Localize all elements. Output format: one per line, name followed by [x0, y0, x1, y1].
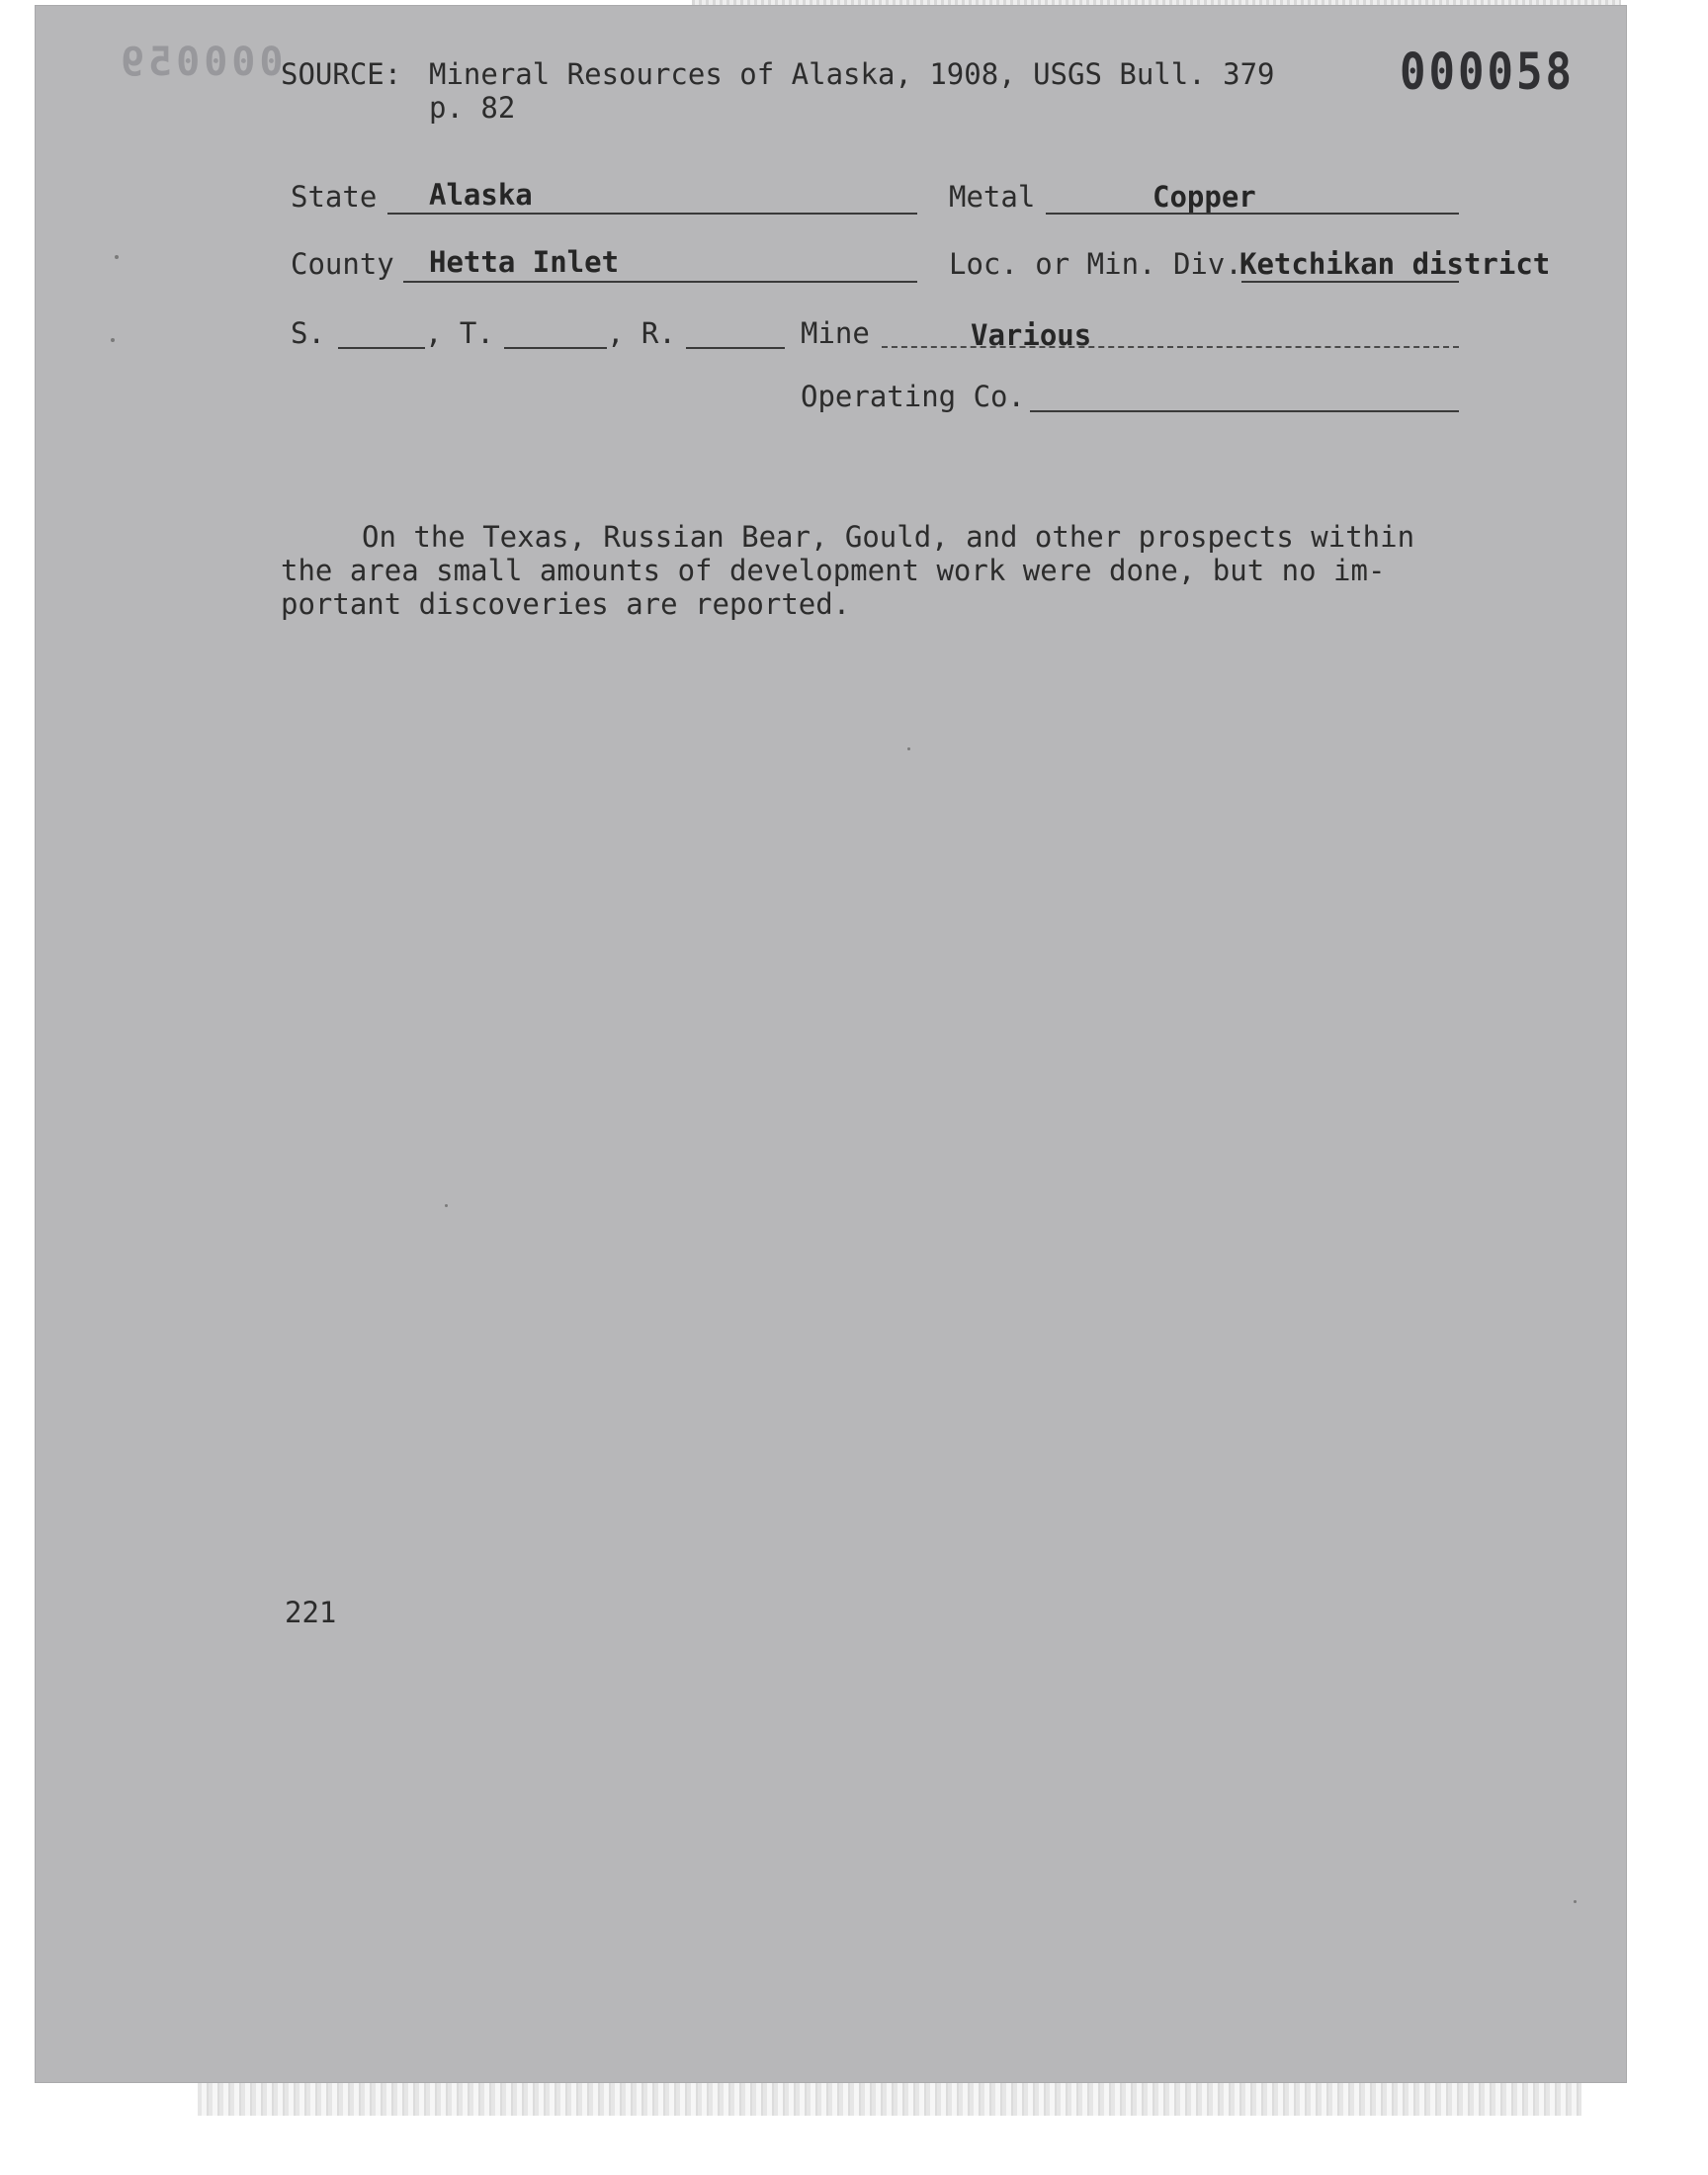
scan-speck: [115, 255, 119, 259]
metal-label: Metal: [949, 180, 1036, 214]
state-value: Alaska: [429, 178, 533, 212]
page-number: 221: [285, 1596, 337, 1629]
operating-company-field-rule: [1030, 410, 1459, 412]
document-number: 000058: [1400, 44, 1575, 102]
range-label: , R.: [607, 316, 676, 350]
location-field-rule: [1241, 281, 1459, 283]
scan-speck: [445, 1204, 448, 1207]
body-line-2: the area small amounts of development work were done, but no im-: [281, 554, 1386, 587]
source-label: SOURCE:: [281, 57, 402, 91]
section-label: S.: [291, 316, 325, 350]
state-label: State: [291, 180, 378, 214]
operating-company-label: Operating Co.: [801, 380, 1025, 413]
body-line-3: portant discoveries are reported.: [281, 587, 851, 621]
township-field-rule: [504, 347, 607, 349]
state-field-rule: [387, 213, 917, 215]
location-label: Loc. or Min. Div.: [949, 247, 1242, 281]
source-citation-line1: Mineral Resources of Alaska, 1908, USGS Bull. 379: [429, 57, 1275, 91]
location-value: Ketchikan district: [1239, 247, 1551, 281]
scan-strip-bottom: [198, 2076, 1581, 2116]
bleed-through-number: 000059: [117, 40, 284, 85]
county-field-rule: [403, 281, 917, 283]
mine-field-rule: [882, 346, 1459, 348]
scan-speck: [907, 747, 910, 750]
body-line-1: On the Texas, Russian Bear, Gould, and other prospects within: [362, 520, 1415, 554]
county-value: Hetta Inlet: [429, 245, 620, 279]
range-field-rule: [686, 347, 785, 349]
scan-speck: [111, 338, 115, 342]
township-label: , T.: [425, 316, 494, 350]
mine-label: Mine: [801, 316, 870, 350]
scan-speck: [1574, 1900, 1577, 1903]
mine-value: Various: [971, 318, 1092, 352]
metal-value: Copper: [1153, 180, 1256, 214]
section-field-rule: [338, 347, 425, 349]
county-label: County: [291, 247, 394, 281]
source-citation-line2: p. 82: [429, 91, 516, 125]
